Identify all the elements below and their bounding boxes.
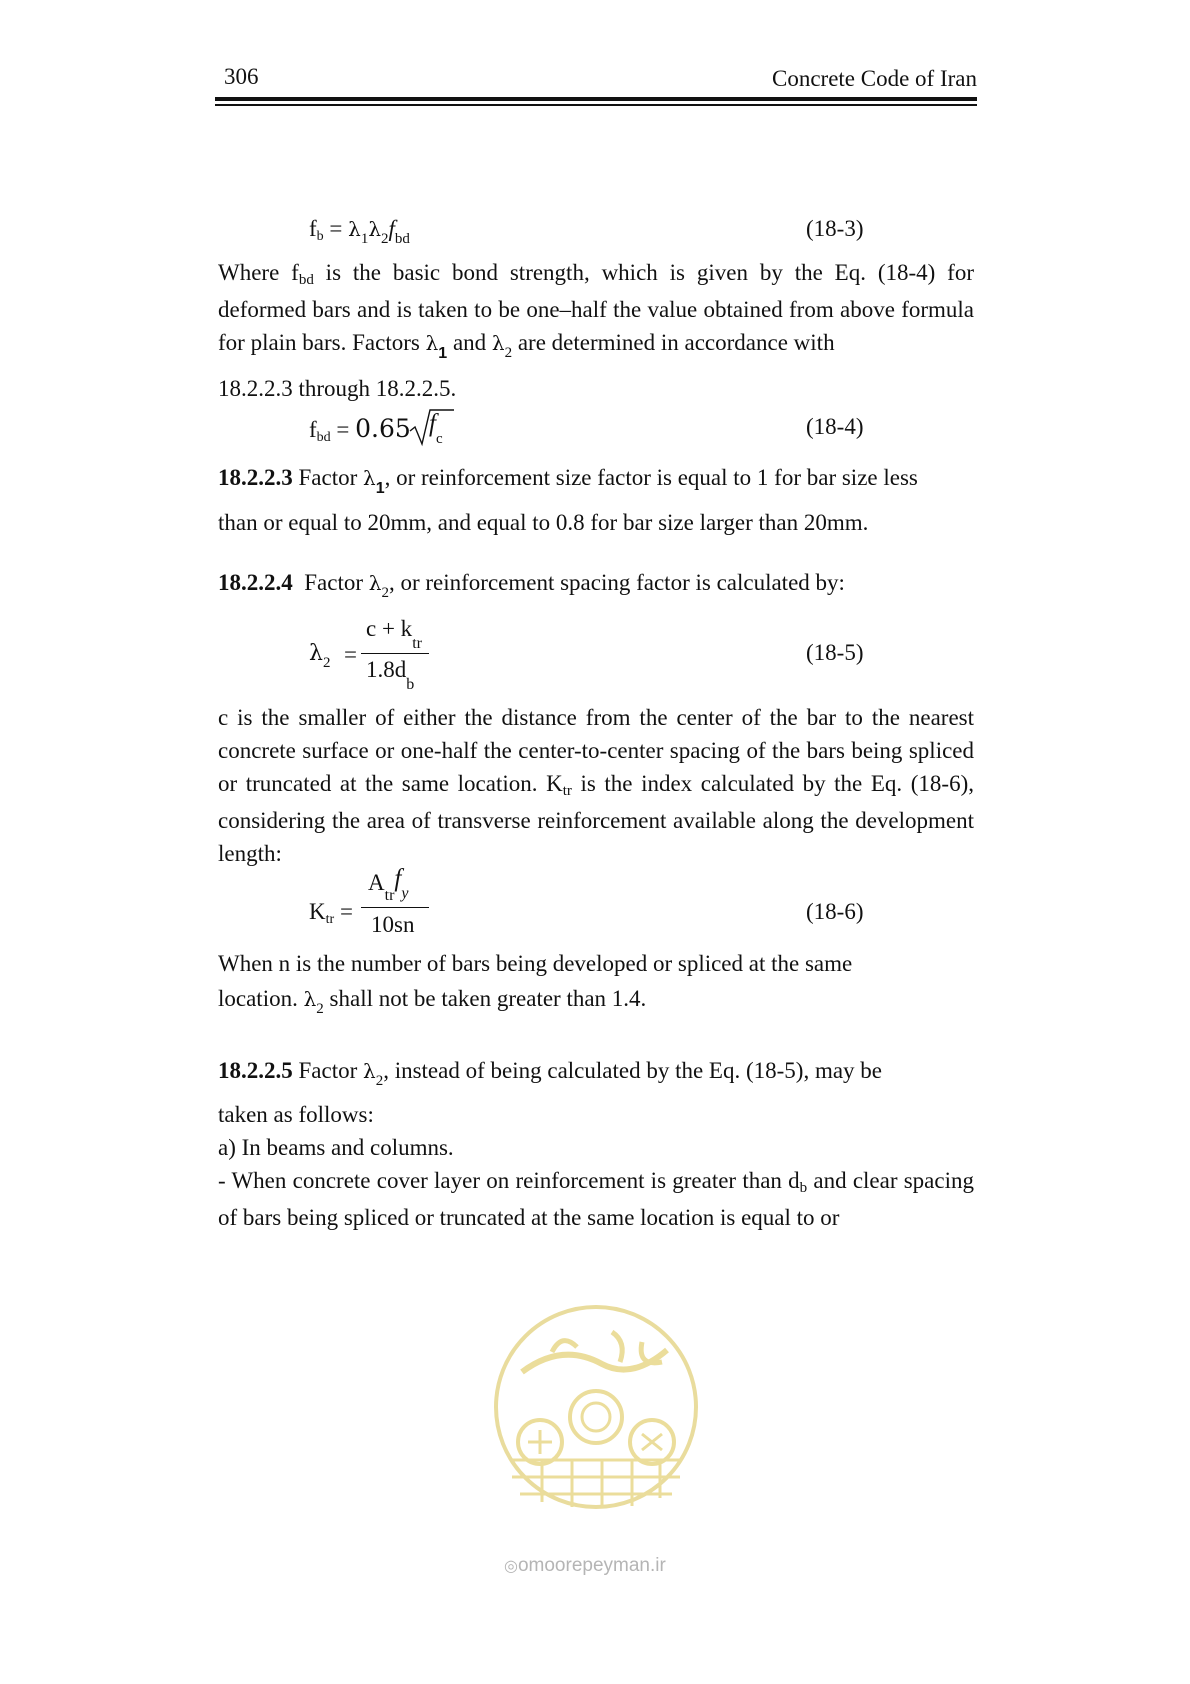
equation-number-18-6: (18-6) xyxy=(806,899,864,924)
watermark-logo xyxy=(492,1302,700,1512)
section-18-2-2-5-line2: taken as follows: xyxy=(218,1102,374,1127)
page-number: 306 xyxy=(224,64,259,89)
fraction-bar-18-5 xyxy=(361,653,429,654)
header-rule-thick xyxy=(215,97,977,101)
equation-18-5-equals: = xyxy=(344,642,357,667)
equation-number-18-4: (18-4) xyxy=(806,414,864,439)
paragraph-basic-bond: Where fbd is the basic bond strength, which is given by the Eq. (18-4) for deformed bars and is taken to be one–half the value obtained from above formula for plain bars. Factors $\lambda_1$ and $\lambda_2$ are determined in accordance with xyxy=(218,260,974,362)
sqrt-argument: $f_c$ xyxy=(429,410,443,447)
list-item-a: a) In beams and columns. xyxy=(218,1135,454,1160)
equation-18-5-denominator: $1.8d_b$ xyxy=(366,657,415,693)
running-title: Concrete Code of Iran xyxy=(771,66,977,91)
equation-18-4: fbd = 0.65 xyxy=(309,414,411,445)
section-18-2-2-3: 18.2.2.3 Factor $\lambda_1$, or reinforcement size factor is equal to 1 for bar size less xyxy=(218,465,918,497)
equation-18-3: fb = $\lambda_1\lambda_2f_{bd}$ xyxy=(309,216,410,247)
paragraph-n-definition-line2: location. $\lambda_2$ shall not be taken greater than 1.4. xyxy=(218,986,647,1017)
watermark-url: ◎omoorepeyman.ir xyxy=(504,1555,666,1576)
equation-18-5-lhs: $\lambda_2$ xyxy=(309,641,331,671)
globe-icon: ◎ xyxy=(504,1558,518,1575)
equation-number-18-3: (18-3) xyxy=(806,216,864,241)
equation-18-6-numerator: $A_{tr}f_y$ xyxy=(368,865,409,904)
equation-18-5-numerator: $c + k_{tr}$ xyxy=(366,616,422,652)
section-18-2-2-3-line2: than or equal to 20mm, and equal to 0.8 for bar size larger than 20mm. xyxy=(218,510,869,535)
equation-18-6-denominator: 10sn xyxy=(371,912,415,937)
section-18-2-2-4: 18.2.2.4 Factor $\lambda_2$, or reinforcement spacing factor is calculated by: xyxy=(218,570,845,601)
paragraph-c-definition: c is the smaller of either the distance from the center of the bar to the nearest concrete surface or one-half the center-to-center spacing of the bars being spliced or truncated at the same location. Ktr is the index calculated by the Eq. (18-6), considering the area of transverse reinforcement available along the development length: xyxy=(218,705,974,866)
equation-number-18-5: (18-5) xyxy=(806,640,864,665)
equation-18-6-lhs: Ktr = xyxy=(309,899,353,927)
fraction-bar-18-6 xyxy=(361,907,429,908)
paragraph-basic-bond-end: 18.2.2.3 through 18.2.2.5. xyxy=(218,376,457,401)
paragraph-n-definition: When n is the number of bars being developed or spliced at the same xyxy=(218,951,853,976)
header-rule-thin xyxy=(215,104,977,106)
paragraph-cover-condition: - When concrete cover layer on reinforcement is greater than db and clear spacing of bars being spliced or truncated at the same location is equal to or xyxy=(218,1168,974,1230)
section-18-2-2-5: 18.2.2.5 Factor $\lambda_2$, instead of being calculated by the Eq. (18-5), may be xyxy=(218,1058,883,1089)
